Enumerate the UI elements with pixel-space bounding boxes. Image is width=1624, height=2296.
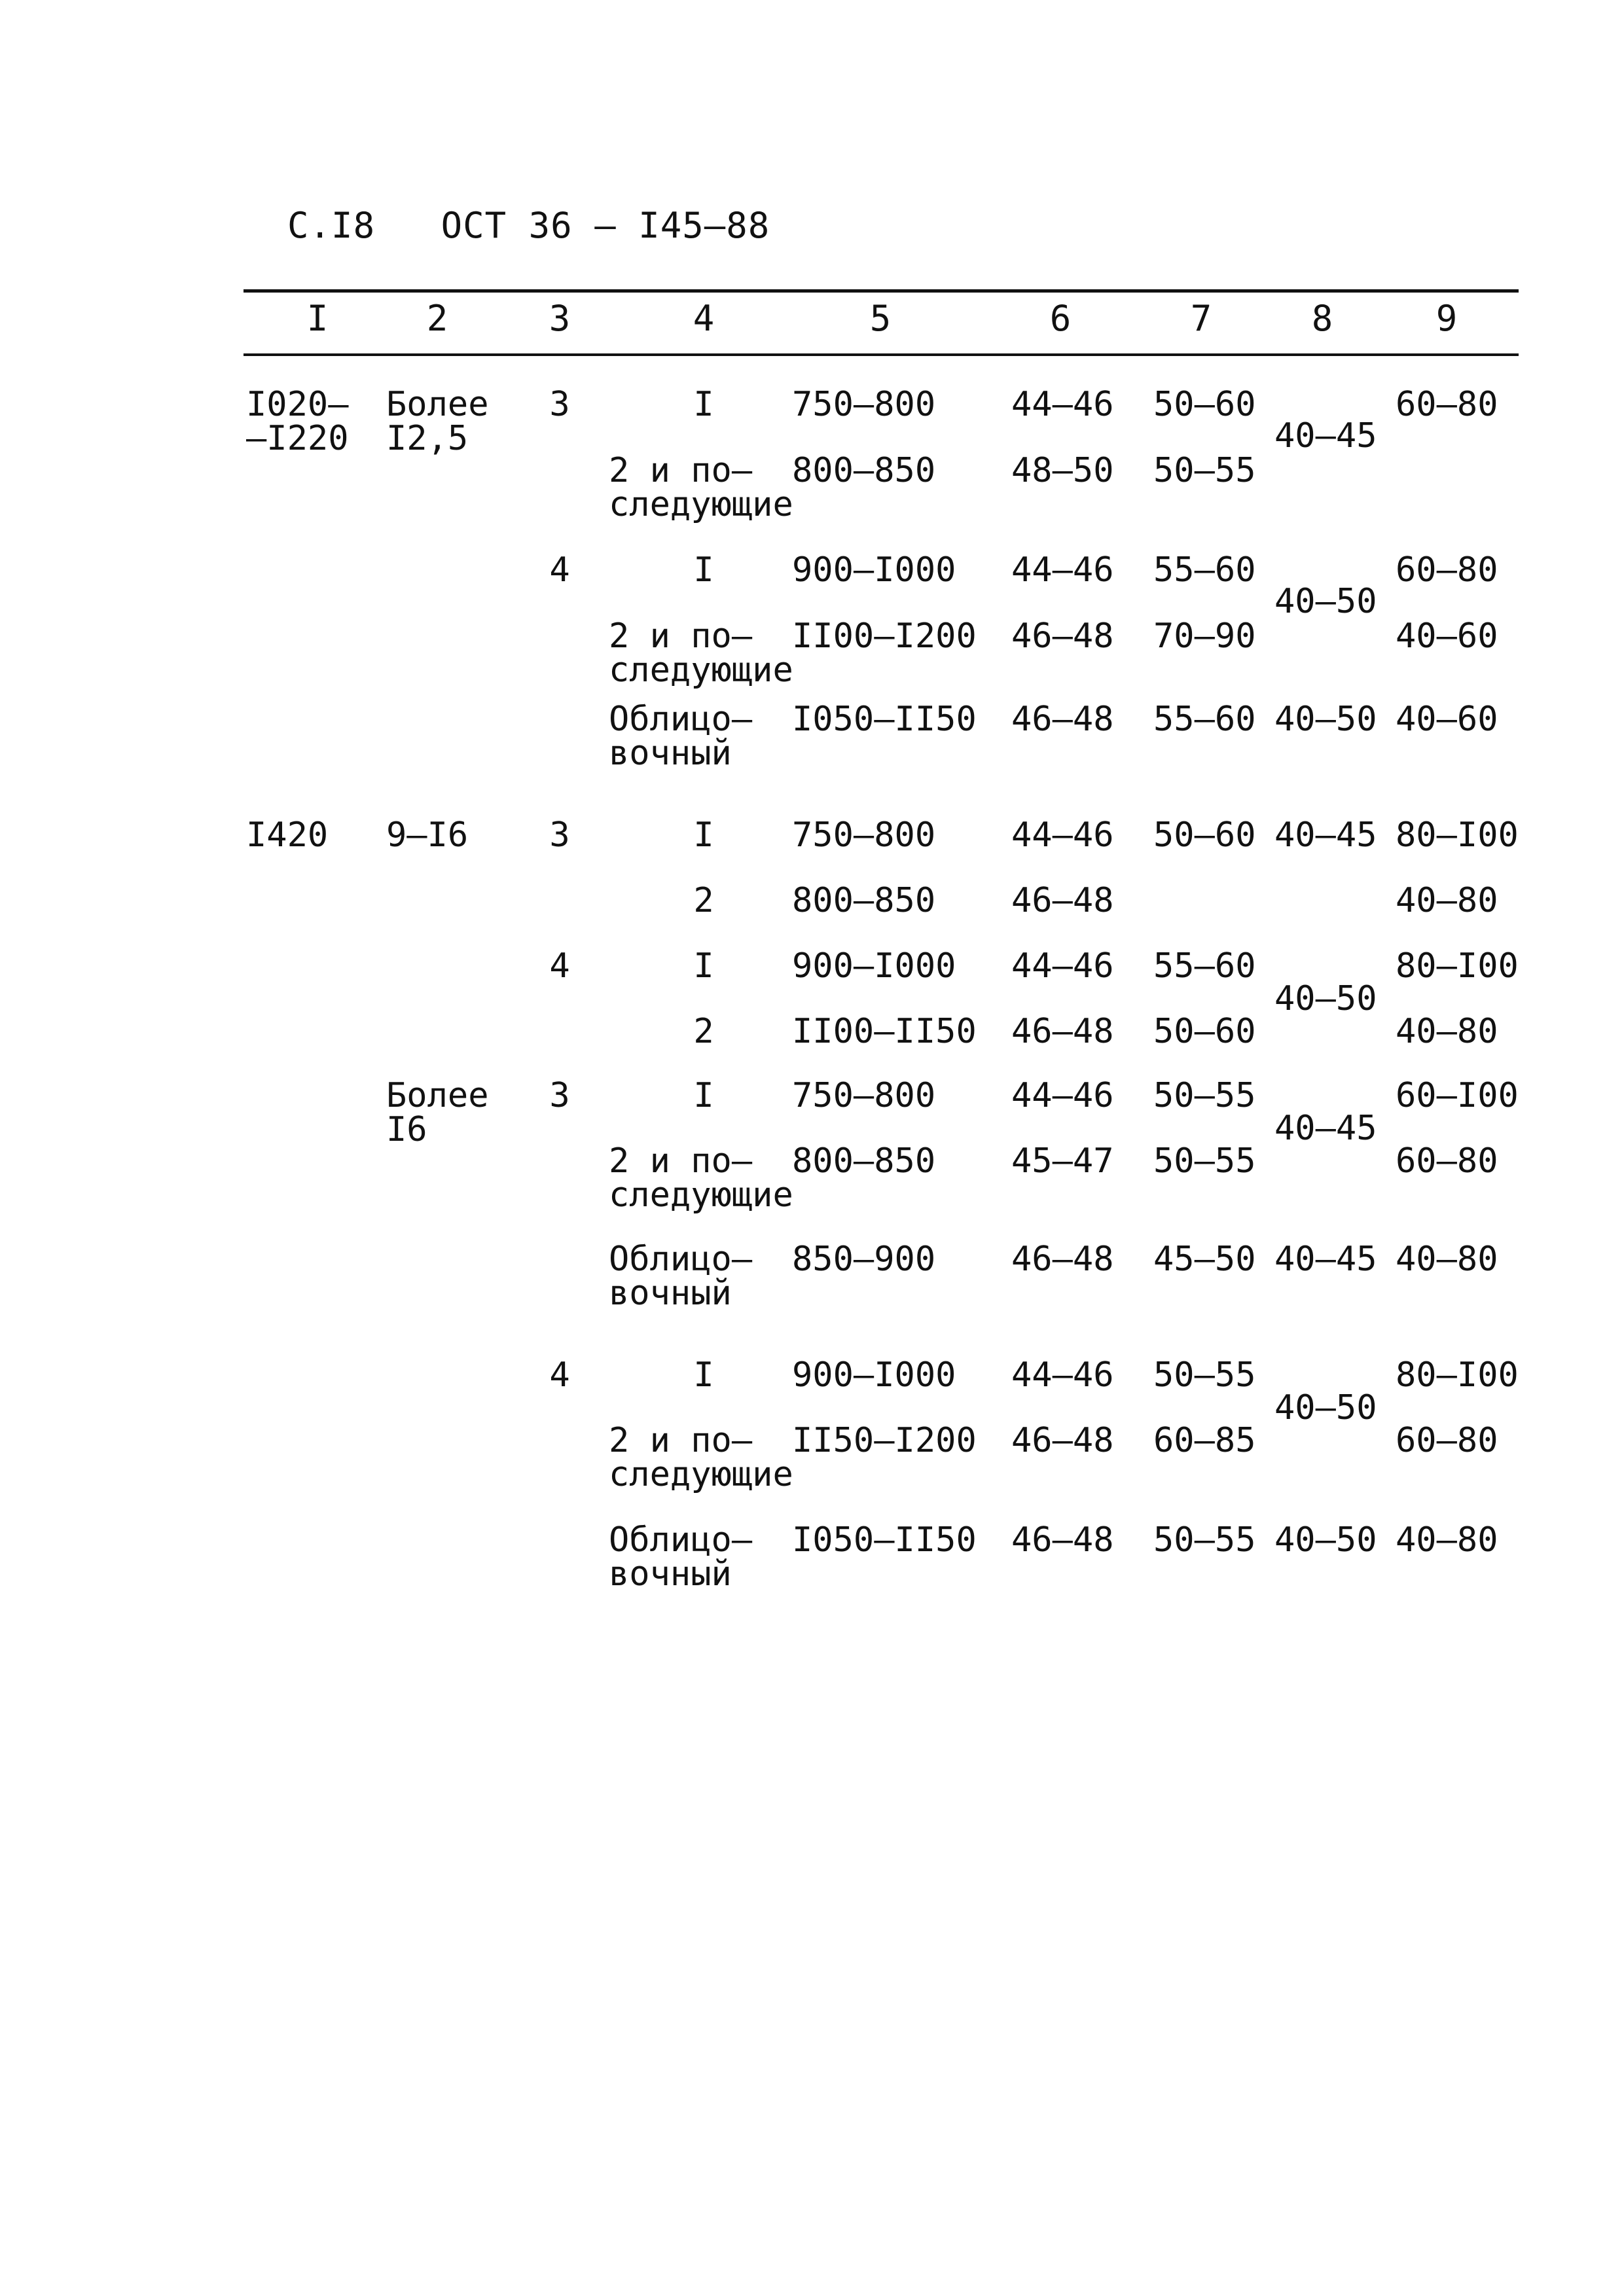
table-cell-c4: Облицо– вочный (609, 700, 753, 773)
table-cell-c5: II00–I200 (792, 617, 977, 656)
table-cell-c5: 900–I000 (792, 550, 956, 590)
merged-cell-c8: 40–45 (1274, 416, 1377, 456)
table-cell-c4: I (693, 816, 714, 855)
table-cell-c9: 60–80 (1396, 550, 1498, 590)
column-number-4: 4 (693, 298, 715, 339)
table-cell-c9: 40–60 (1396, 700, 1498, 739)
column-number-7: 7 (1190, 298, 1212, 339)
table-cell-c6: 44–46 (1011, 550, 1114, 590)
table-cell-c9: 40–60 (1396, 617, 1498, 656)
table-cell-c4: Облицо– вочный (609, 1520, 753, 1594)
table-cell-c6: 44–46 (1011, 385, 1114, 424)
table-cell-c9: 40–80 (1396, 881, 1498, 920)
table-cell-c8: 40–45 (1274, 1240, 1377, 1279)
table-cell-c4: Облицо– вочный (609, 1240, 753, 1313)
page-number: С.I8 (287, 205, 376, 246)
table-cell-c3: 4 (549, 550, 570, 590)
merged-cell-c8: 40–50 (1274, 979, 1377, 1018)
table-cell-c6: 44–46 (1011, 946, 1114, 986)
table-cell-c4: I (693, 1076, 714, 1115)
page-header (244, 164, 770, 246)
table-cell-c4: I (693, 946, 714, 986)
table-cell-c1: I020– –I220 (246, 385, 349, 458)
table-cell-c9: 40–80 (1396, 1240, 1498, 1279)
table-cell-c4: I (693, 550, 714, 590)
table-cell-c2: Более I2,5 (386, 385, 489, 458)
table-cell-c5: 800–850 (792, 1141, 936, 1181)
table-cell-c9: 60–80 (1396, 1141, 1498, 1181)
table-cell-c4: I (693, 385, 714, 424)
table-cell-c5: 800–850 (792, 451, 936, 490)
merged-cell-c8: 40–50 (1274, 582, 1377, 621)
table-cell-c2: 9–I6 (386, 816, 469, 855)
table-cell-c7: 50–60 (1153, 385, 1256, 424)
table-cell-c9: 80–I00 (1396, 946, 1519, 986)
table-cell-c6: 46–48 (1011, 1240, 1114, 1279)
table-cell-c4: 2 и по– следующие (609, 451, 793, 524)
table-cell-c2: Более I6 (386, 1076, 489, 1149)
table-cell-c9: 40–80 (1396, 1520, 1498, 1560)
table-cell-c5: I050–II50 (792, 1520, 977, 1560)
table-cell-c3: 3 (549, 385, 570, 424)
table-cell-c3: 3 (549, 816, 570, 855)
table-cell-c4: I (693, 1355, 714, 1395)
table-cell-c9: 60–80 (1396, 385, 1498, 424)
column-number-6: 6 (1049, 298, 1072, 339)
table-cell-c5: 750–800 (792, 385, 936, 424)
column-number-2: 2 (426, 298, 448, 339)
table-cell-c3: 4 (549, 946, 570, 986)
table-cell-c6: 46–48 (1011, 700, 1114, 739)
table-cell-c6: 44–46 (1011, 1355, 1114, 1395)
table-cell-c3: 3 (549, 1076, 570, 1115)
table-cell-c8: 40–50 (1274, 700, 1377, 739)
table-cell-c7: 50–55 (1153, 1355, 1256, 1395)
table-cell-c7: 45–50 (1153, 1240, 1256, 1279)
table-cell-c4: 2 и по– следующие (609, 1141, 793, 1215)
table-cell-c6: 46–48 (1011, 881, 1114, 920)
table-cell-c6: 46–48 (1011, 617, 1114, 656)
column-number-8: 8 (1311, 298, 1333, 339)
table-cell-c5: 900–I000 (792, 946, 956, 986)
table-cell-c9: 60–80 (1396, 1421, 1498, 1460)
table-cell-c9: 80–I00 (1396, 816, 1519, 855)
table-cell-c7: 60–85 (1153, 1421, 1256, 1460)
table-cell-c5: II50–I200 (792, 1421, 977, 1460)
table-cell-c7: 50–55 (1153, 1520, 1256, 1560)
table-cell-c1: I420 (246, 816, 329, 855)
table-cell-c4: 2 (693, 1012, 714, 1051)
table-cell-c4: 2 и по– следующие (609, 617, 793, 690)
table-cell-c8: 40–50 (1274, 1520, 1377, 1560)
table-cell-c6: 46–48 (1011, 1012, 1114, 1051)
merged-cell-c8: 40–50 (1274, 1388, 1377, 1427)
table-cell-c7: 50–55 (1153, 1141, 1256, 1181)
table-cell-c5: 800–850 (792, 881, 936, 920)
table-cell-c7: 50–55 (1153, 451, 1256, 490)
document-code: ОСТ 36 – I45–88 (441, 205, 770, 246)
table-cell-c9: 60–I00 (1396, 1076, 1519, 1115)
table-cell-c7: 55–60 (1153, 550, 1256, 590)
table-cell-c6: 46–48 (1011, 1520, 1114, 1560)
table-cell-c6: 44–46 (1011, 816, 1114, 855)
table-cell-c5: II00–II50 (792, 1012, 977, 1051)
column-number-3: 3 (549, 298, 571, 339)
table-cell-c6: 48–50 (1011, 451, 1114, 490)
table-cell-c8: 40–45 (1274, 816, 1377, 855)
table-top-rule (244, 289, 1519, 293)
table-cell-c6: 44–46 (1011, 1076, 1114, 1115)
column-number-1: I (306, 298, 329, 339)
table-cell-c5: I050–II50 (792, 700, 977, 739)
table-cell-c4: 2 (693, 881, 714, 920)
table-cell-c6: 46–48 (1011, 1421, 1114, 1460)
table-cell-c5: 750–800 (792, 816, 936, 855)
table-cell-c7: 50–60 (1153, 816, 1256, 855)
table-cell-c5: 850–900 (792, 1240, 936, 1279)
table-cell-c7: 50–55 (1153, 1076, 1256, 1115)
merged-cell-c8: 40–45 (1274, 1109, 1377, 1148)
table-cell-c6: 45–47 (1011, 1141, 1114, 1181)
table-cell-c5: 750–800 (792, 1076, 936, 1115)
column-number-9: 9 (1435, 298, 1458, 339)
column-number-5: 5 (869, 298, 892, 339)
table-cell-c7: 70–90 (1153, 617, 1256, 656)
table-cell-c7: 55–60 (1153, 700, 1256, 739)
table-cell-c9: 80–I00 (1396, 1355, 1519, 1395)
table-cell-c5: 900–I000 (792, 1355, 956, 1395)
table-cell-c3: 4 (549, 1355, 570, 1395)
table-cell-c9: 40–80 (1396, 1012, 1498, 1051)
table-header-rule (244, 353, 1519, 356)
table-cell-c7: 55–60 (1153, 946, 1256, 986)
table-cell-c7: 50–60 (1153, 1012, 1256, 1051)
table-cell-c4: 2 и по– следующие (609, 1421, 793, 1494)
